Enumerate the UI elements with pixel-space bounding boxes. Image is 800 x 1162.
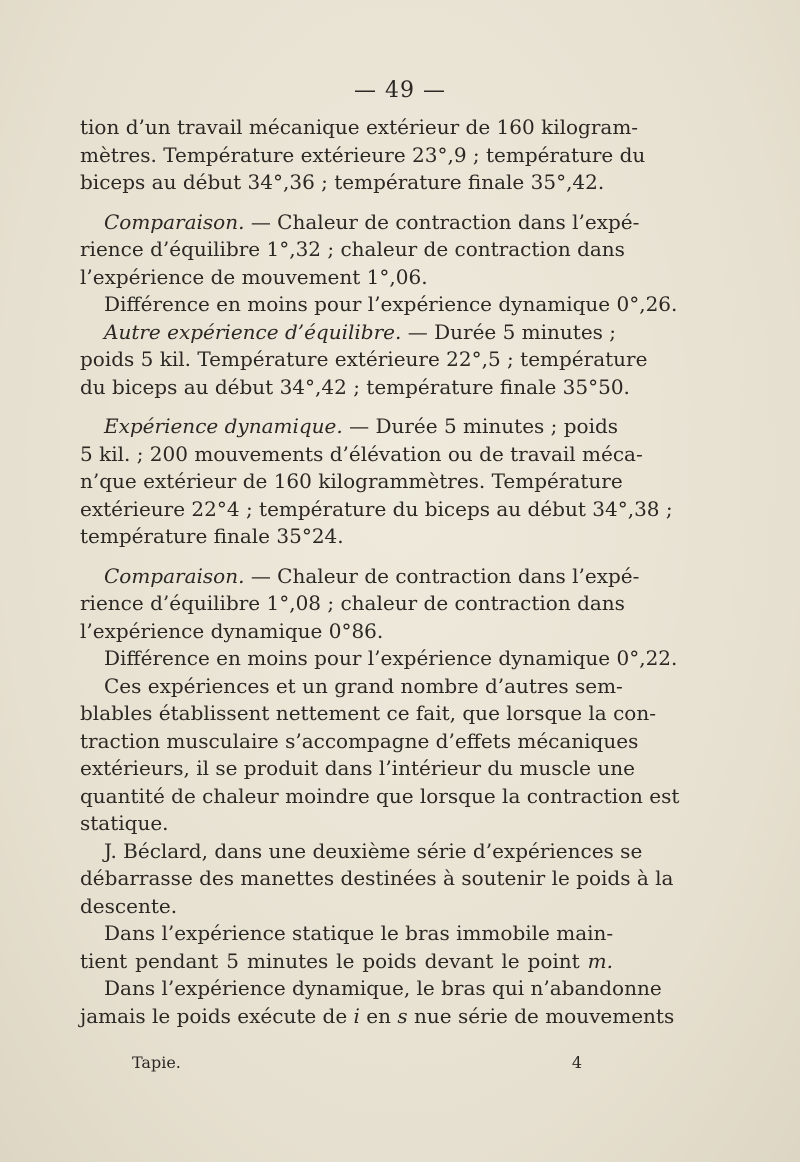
text-line: l’expérience de mouvement 1°,06. [80, 264, 428, 289]
footer-author: Tapie. [132, 1053, 181, 1072]
text-line: biceps au début 34°,36 ; température finale 35°,42. [80, 170, 605, 194]
text-span: nue série de mouvements [407, 1003, 675, 1028]
text-line: statique. [80, 811, 169, 835]
text-line: n’que extérieur de 160 kilogrammètres. Température [80, 469, 623, 493]
text-span: — Chaleur de contraction dans l’expé- [244, 563, 640, 588]
text-line: rience d’équilibre 1°,32 ; chaleur de contraction dans [80, 237, 625, 261]
section-heading: Autre expérience d’équilibre. [104, 319, 402, 344]
text-span: jamais le poids exécute de [80, 1003, 354, 1028]
text-line: descente. [80, 893, 178, 918]
text-line: tion d’un travail mécanique extérieur de 160 kilogram- [80, 115, 639, 139]
text-span: — Durée 5 minutes ; [401, 319, 617, 344]
page-footer [132, 1053, 582, 1077]
text-line: l’expérience dynamique 0°86. [80, 618, 384, 643]
page-number: — 49 — [354, 78, 446, 103]
text-line: J. Béclard, dans une deuxième série d’expériences se [104, 838, 643, 863]
section-heading: Comparaison. [104, 563, 245, 588]
text-line: extérieure 22°4 ; température du biceps au début 34°,38 ; [80, 496, 673, 521]
text-line: 5 kil. ; 200 mouvements d’élévation ou de travail méca- [80, 441, 643, 466]
text-line: rience d’équilibre 1°,08 ; chaleur de contraction dans [80, 591, 625, 615]
text-line: traction musculaire s’accompagne d’effets mécaniques [80, 728, 639, 753]
text-line: blables établissent nettement ce fait, que lorsque la con- [80, 701, 656, 725]
text-line: du biceps au début 34°,42 ; température finale 35°50. [80, 374, 630, 399]
text-line: débarrasse des manettes destinées à soutenir le poids à la [80, 866, 674, 890]
text-line [80, 563, 640, 591]
text-span: s [397, 1003, 408, 1028]
footer-signature-number: 4 [571, 1053, 582, 1072]
section-heading: Expérience dynamique. [104, 414, 343, 438]
text-span: m. [587, 948, 613, 973]
text-line: Dans l’expérience statique le bras immobile main- [104, 921, 614, 945]
text-line: température finale 35°24. [80, 524, 344, 548]
text-span: — Chaleur de contraction dans l’expé- [244, 209, 640, 234]
text-line: Différence en moins pour l’expérience dynamique 0°,26. [104, 292, 678, 316]
text-span: i [353, 1003, 360, 1028]
body-text [80, 114, 680, 1030]
text-line [80, 1003, 675, 1031]
text-span: en [359, 1003, 398, 1028]
text-line: Dans l’expérience dynamique, le bras qui n’abandonne [104, 976, 662, 1000]
text-line: Différence en moins pour l’expérience dynamique 0°,22. [104, 646, 678, 670]
text-span: — Durée 5 minutes ; poids [342, 414, 619, 438]
text-line: poids 5 kil. Température extérieure 22°,5 ; température [80, 347, 648, 371]
text-line [80, 319, 617, 347]
text-line: extérieurs, il se produit dans l’intérieur du muscle une [80, 756, 635, 780]
text-line [80, 948, 613, 976]
text-line [80, 413, 619, 441]
text-span: tient pendant 5 minutes le poids devant le point [80, 948, 588, 973]
text-line: quantité de chaleur moindre que lorsque la contraction est [80, 783, 680, 808]
text-line: mètres. Température extérieure 23°,9 ; température du [80, 142, 646, 167]
text-line [80, 209, 640, 237]
section-heading: Comparaison. [104, 209, 245, 234]
text-line: Ces expériences et un grand nombre d’autres sem- [104, 673, 623, 698]
